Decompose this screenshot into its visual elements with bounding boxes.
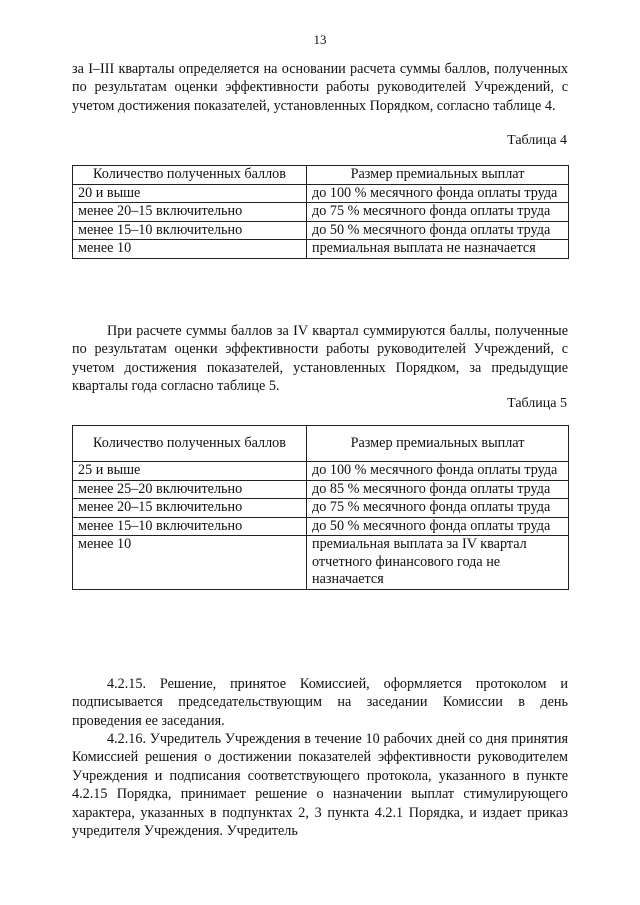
paragraph-2: При расчете суммы баллов за IV квартал суммируются баллы, полученные по результатам оценки эффективности работы руководителей Учреждений, с учетом достижения показателей, установленных Порядком, за предыдущие кварталы года согласно таблице 5.: [72, 323, 568, 395]
table-row: [73, 462, 569, 481]
table-cell: 20 и выше: [73, 184, 307, 203]
table-cell: до 100 % месячного фонда оплаты труда: [307, 462, 569, 481]
table-row: [73, 184, 569, 203]
table-4-caption: Таблица 4: [507, 133, 567, 148]
table-row: [73, 517, 569, 536]
table-cell: до 75 % месячного фонда оплаты труда: [307, 499, 569, 518]
table-cell: менее 15–10 включительно: [73, 221, 307, 240]
table-5-header-payment: Размер премиальных выплат: [307, 426, 569, 462]
table-cell: премиальная выплата не назначается: [307, 240, 569, 259]
table-row: [73, 480, 569, 499]
table-cell: до 50 % месячного фонда оплаты труда: [307, 221, 569, 240]
paragraph-4: 4.2.16. Учредитель Учреждения в течение 10 рабочих дней со дня принятия Комиссией решения о достижении показателей эффективности руководителем Учреждения и подписания соответствующего протокола, указанного в пункте 4.2.15 Порядка, принимает решение о назначении выплат стимулирующего характера, указанных в подпунктах 2, 3 пункта 4.2.1 Порядка, и издает приказ учредителя Учреждения. Учредитель: [72, 731, 568, 840]
table-cell: до 100 % месячного фонда оплаты труда: [307, 184, 569, 203]
table-row: [73, 203, 569, 222]
table-row: [73, 221, 569, 240]
table-cell: до 75 % месячного фонда оплаты труда: [307, 203, 569, 222]
table-cell: менее 15–10 включительно: [73, 517, 307, 536]
table-5: [72, 425, 569, 590]
paragraph-3: 4.2.15. Решение, принятое Комиссией, оформляется протоколом и подписывается председательствующим на заседании Комиссии в день проведения ее заседания.: [72, 676, 568, 729]
table-4-header-row: [73, 166, 569, 185]
page-number: 13: [313, 32, 327, 47]
table-cell: премиальная выплата за IV квартал отчетного финансового года не назначается: [307, 536, 569, 590]
table-row: [73, 536, 569, 590]
table-4-header-points: Количество полученных баллов: [73, 166, 307, 185]
table-cell: менее 10: [73, 240, 307, 259]
table-5-caption: Таблица 5: [507, 396, 567, 411]
table-cell: менее 10: [73, 536, 307, 590]
table-5-header-row: [73, 426, 569, 462]
table-cell: до 85 % месячного фонда оплаты труда: [307, 480, 569, 499]
table-cell: менее 20–15 включительно: [73, 499, 307, 518]
table-cell: менее 20–15 включительно: [73, 203, 307, 222]
table-row: [73, 499, 569, 518]
table-4-header-payment: Размер премиальных выплат: [307, 166, 569, 185]
table-5-header-points: Количество полученных баллов: [73, 426, 307, 462]
table-cell: менее 25–20 включительно: [73, 480, 307, 499]
table-row: [73, 240, 569, 259]
paragraph-1: за I–III кварталы определяется на основании расчета суммы баллов, полученных по результатам оценки эффективности работы руководителей Учреждений, с учетом достижения показателей, установленных Порядком, согласно таблице 4.: [72, 61, 568, 114]
table-4: [72, 165, 569, 259]
table-cell: до 50 % месячного фонда оплаты труда: [307, 517, 569, 536]
table-cell: 25 и выше: [73, 462, 307, 481]
